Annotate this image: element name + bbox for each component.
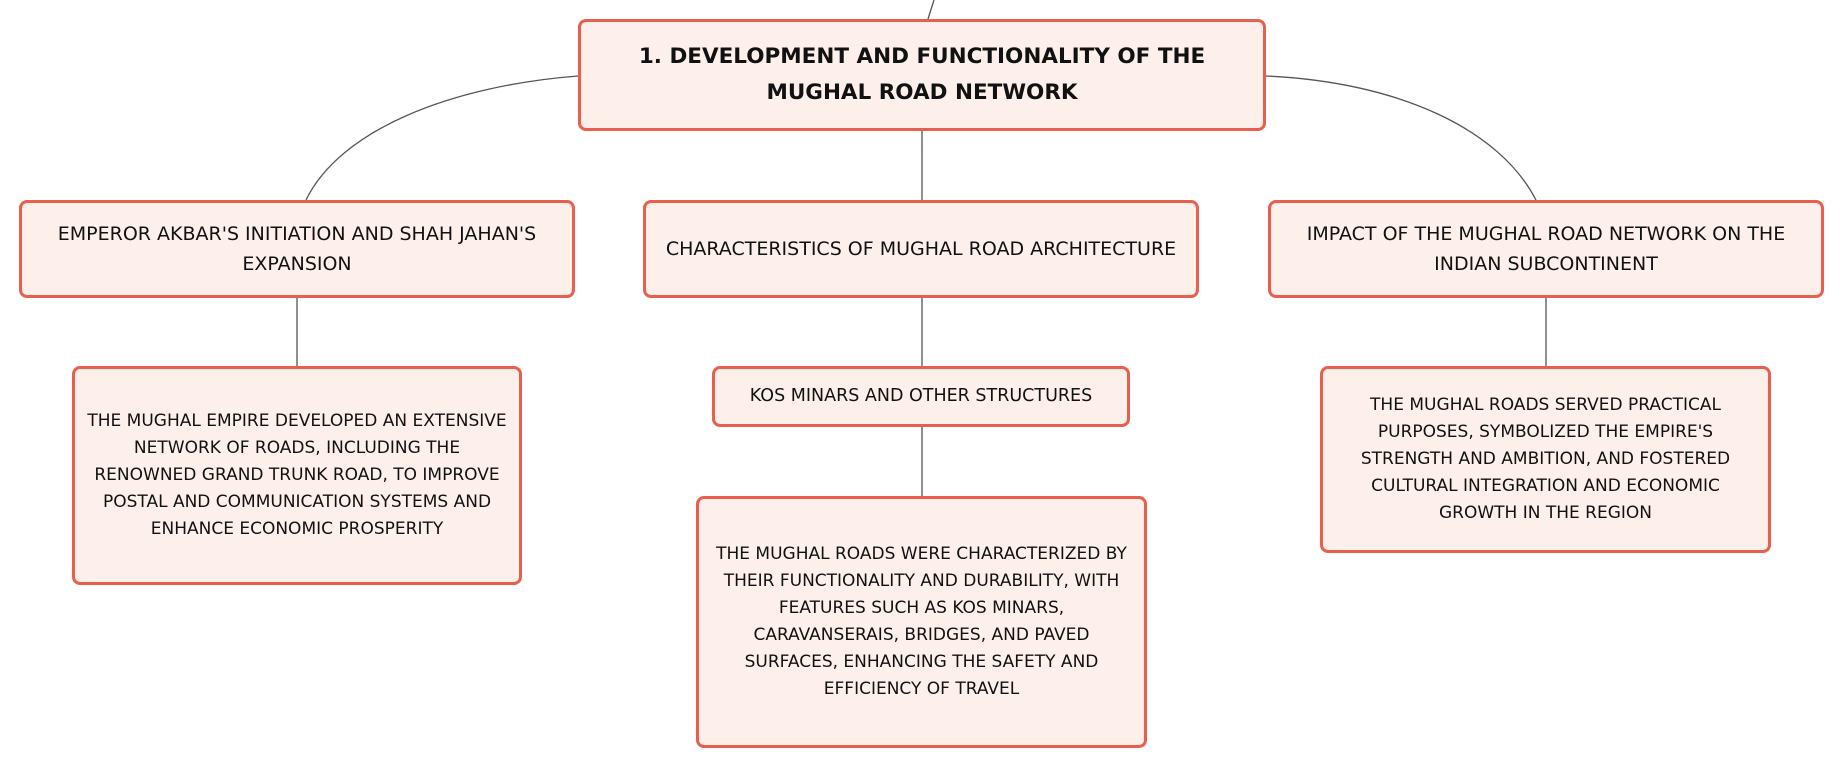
subtopic-road-network-development-label: THE MUGHAL EMPIRE DEVELOPED AN EXTENSIVE NETWORK OF ROADS, INCLUDING THE RENOWNED GRAND TRUNK ROAD, TO IMPROVE POSTAL AND COMMUNICATION SYSTEMS AND ENHANCE ECONOMIC PROSPERITY: [87, 411, 507, 539]
subtopic-kos-minars[interactable]: [712, 366, 1130, 427]
topic-akbar-shah-jahan-label: EMPEROR AKBAR'S INITIATION AND SHAH JAHAN'S EXPANSION: [57, 223, 537, 275]
connector-parent-root: [928, 0, 934, 19]
subtopic-road-purposes[interactable]: [1320, 366, 1771, 553]
topic-road-impact-label: IMPACT OF THE MUGHAL ROAD NETWORK ON THE INDIAN SUBCONTINENT: [1306, 223, 1786, 275]
topic-road-impact[interactable]: [1268, 200, 1824, 298]
subtopic-kos-minars-label: KOS MINARS AND OTHER STRUCTURES: [749, 386, 1093, 406]
subtopic-road-purposes-label: THE MUGHAL ROADS SERVED PRACTICAL PURPOSES, SYMBOLIZED THE EMPIRE'S STRENGTH AND AMBITION, AND FOSTERED CULTURAL INTEGRATION AND ECONOMIC GROWTH IN THE REGION: [1360, 395, 1731, 523]
subtopic-road-characteristics[interactable]: [696, 496, 1147, 748]
connector-root-impact: [1266, 76, 1536, 200]
connector-root-akbar: [306, 76, 578, 200]
root-topic-label: 1. DEVELOPMENT AND FUNCTIONALITY OF THE MUGHAL ROAD NETWORK: [638, 44, 1206, 105]
subtopic-road-characteristics-label: THE MUGHAL ROADS WERE CHARACTERIZED BY THEIR FUNCTIONALITY AND DURABILITY, WITH FEATURES SUCH AS KOS MINARS, CARAVANSERAIS, BRIDGES, AND PAVED SURFACES, ENHANCING THE SAFETY AND EFFICIENCY OF TRAVEL: [716, 544, 1127, 699]
subtopic-road-network-development[interactable]: [72, 366, 522, 585]
topic-road-architecture-label: CHARACTERISTICS OF MUGHAL ROAD ARCHITECTURE: [665, 238, 1177, 260]
topic-road-architecture[interactable]: [643, 200, 1199, 298]
root-topic-node[interactable]: [578, 19, 1266, 131]
topic-akbar-shah-jahan[interactable]: [19, 200, 575, 298]
